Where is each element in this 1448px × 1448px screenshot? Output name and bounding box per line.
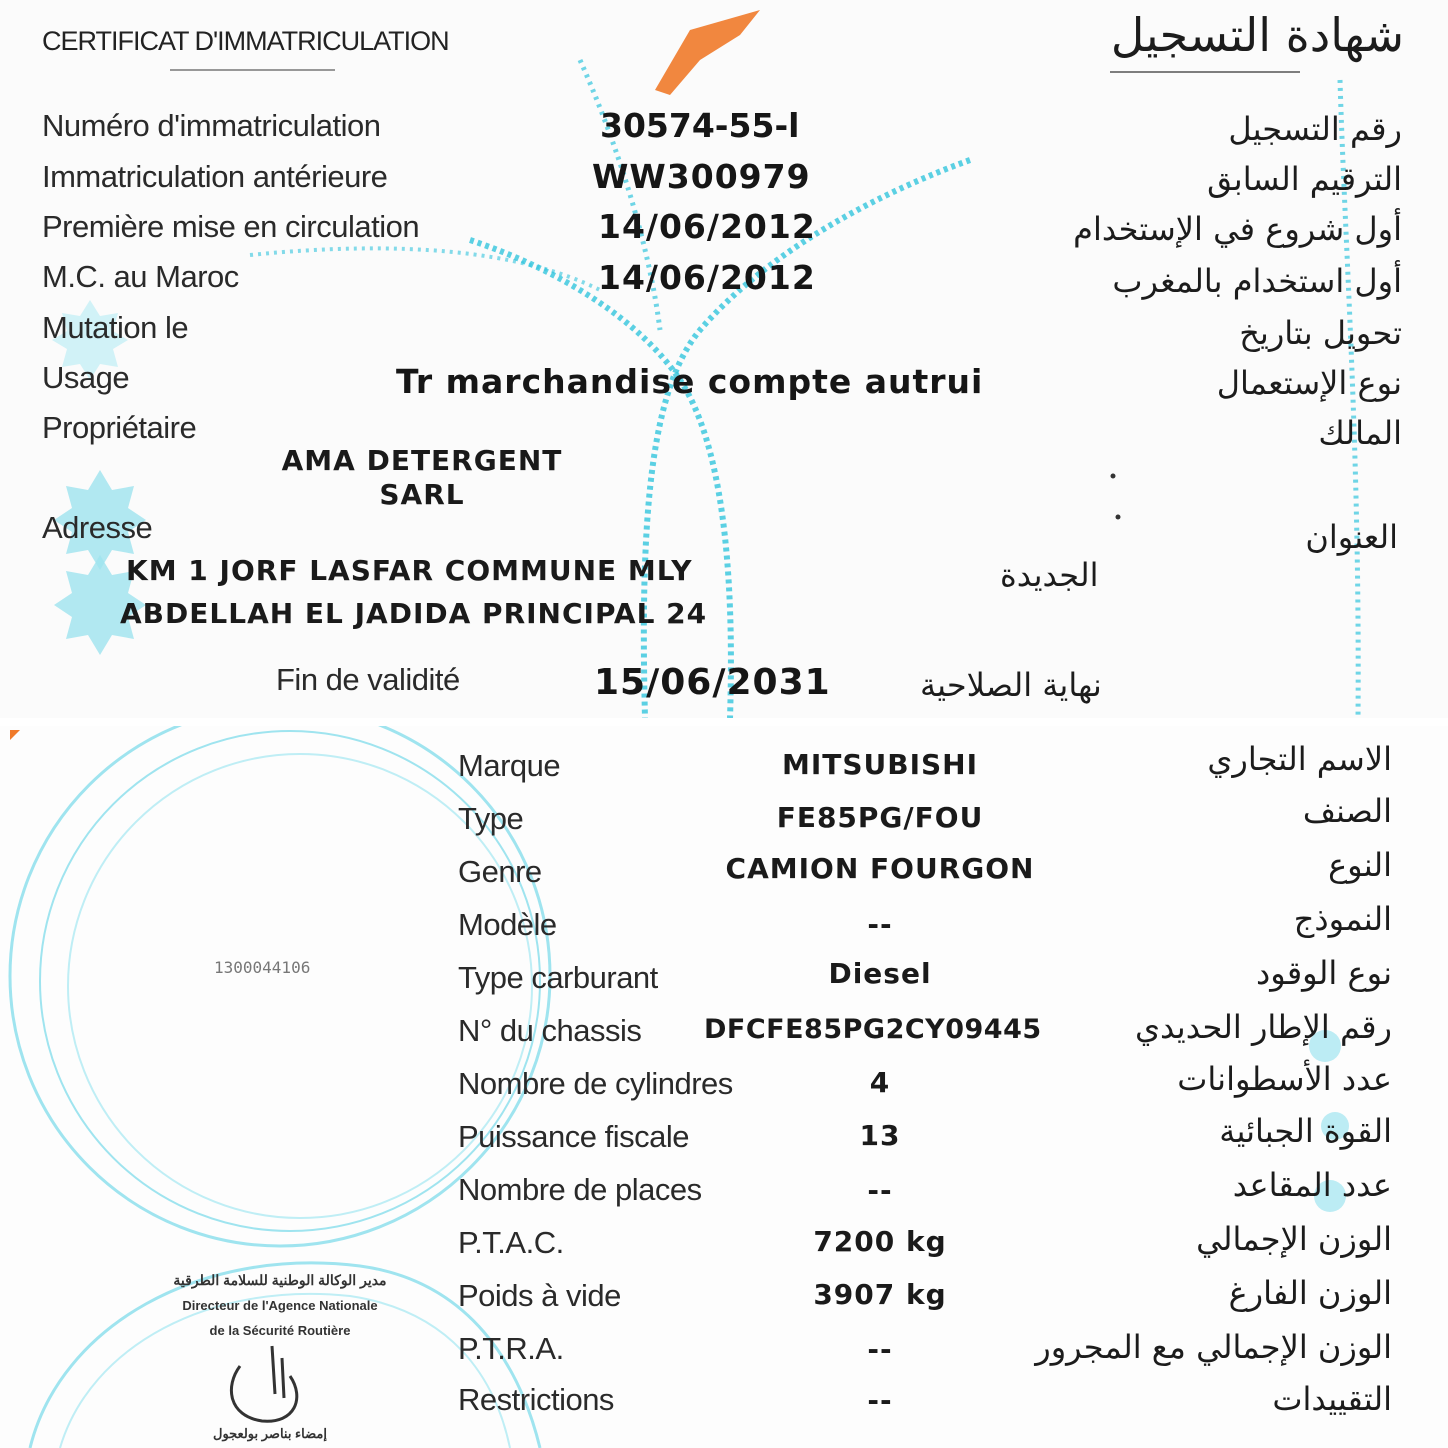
field-label-fr: Type carburant [458,960,658,995]
field-label-fr: Propriétaire [42,410,197,445]
field-label-ar: نوع الوقود [1256,954,1392,992]
certificate-title-ar: شهادة التسجيل [1110,8,1404,62]
field-label-fr: Immatriculation antérieure [42,159,388,194]
field-label-ar: الوزن الإجمالي مع المجرور [1035,1328,1392,1366]
restrictions-value: -- [867,1384,893,1417]
certificate-back [0,726,1448,1448]
owner-name-line1: AMA DETERGENT [281,444,563,477]
flag-mark [655,10,760,95]
model-value: -- [867,908,893,941]
address-label-ar: العنوان [1305,518,1398,556]
address-line2: ABDELLAH EL JADIDA PRINCIPAL 24 [120,597,708,630]
address-label-fr: Adresse [42,510,153,545]
field-label-ar: القوة الجبائية [1219,1112,1392,1150]
stamp-line-fr2: de la Sécurité Routière [209,1323,351,1338]
field-label-fr: Type [458,801,524,836]
document-serial-number: 1300044106 [214,958,311,977]
field-label-fr: Modèle [458,907,557,942]
cylinders-value: 4 [869,1066,891,1099]
field-label-fr: Marque [458,748,561,783]
registration-number-value: 30574-ا-55 [600,106,800,145]
brand-value: MITSUBISHI [781,748,979,781]
genre-value: CAMION FOURGON [725,852,1035,885]
field-label-ar: النموذج [1293,900,1392,938]
field-label-fr: M.C. au Maroc [42,259,239,294]
chassis-value: DFCFE85PG2CY09445 [704,1014,1042,1045]
ptac-value: 7200 kg [813,1225,947,1258]
field-label-ar: أول استخدام بالمغرب [1112,262,1402,300]
field-label-fr: Restrictions [458,1382,614,1417]
field-label-ar: الوزن الفارغ [1228,1274,1392,1312]
field-label-fr: Usage [42,360,130,395]
owner-name-line2: SARL [379,478,465,511]
field-label-ar: الوزن الإجمالي [1196,1220,1392,1258]
empty-weight-value: 3907 kg [813,1278,947,1311]
panel-divider [0,718,1448,726]
fuel-value: Diesel [828,957,932,990]
field-label-fr: P.T.R.A. [458,1331,564,1366]
validity-label-ar: نهاية الصلاحية [920,666,1102,704]
field-label-ar: عدد الأسطوانات [1177,1060,1392,1098]
field-label-fr: Nombre de cylindres [458,1066,733,1101]
field-label-fr: P.T.A.C. [458,1225,564,1260]
field-label-fr: Nombre de places [458,1172,702,1207]
stamp-line-fr1: Directeur de l'Agence Nationale [182,1298,378,1313]
field-label-ar: المالك [1318,414,1402,452]
field-label-fr: Mutation le [42,310,189,345]
certificate-front [0,0,1448,718]
validity-label-fr: Fin de validité [276,662,460,697]
previous-registration-value: WW300979 [592,157,811,196]
stamp-line-ar: مدير الوكالة الوطنية للسلامة الطرقية [173,1272,387,1288]
field-label-fr: Puissance fiscale [458,1119,690,1154]
field-label-ar: رقم الإطار الحديدي [1134,1008,1392,1046]
mc-maroc-value: 14/06/2012 [598,258,816,297]
certificate-title-fr: CERTIFICAT D'IMMATRICULATION [42,26,449,56]
ptra-value: -- [867,1333,893,1366]
seats-value: -- [867,1174,893,1207]
field-label-ar: رقم التسجيل [1228,110,1402,148]
field-label-fr: N° du chassis [458,1013,642,1048]
field-label-ar: التقييدات [1272,1380,1392,1418]
validity-value: 15/06/2031 [594,662,831,703]
field-label-fr: Numéro d'immatriculation [42,108,381,143]
usage-value: Tr marchandise compte autrui [396,362,984,401]
signature-mark [231,1366,296,1421]
field-label-ar: النوع [1328,846,1392,884]
field-label-ar: نوع الإستعمال [1216,364,1402,402]
field-label-ar: عدد المقاعد [1232,1166,1392,1204]
type-value: FE85PG/FOU [776,801,984,834]
field-label-ar: الترقيم السابق [1207,160,1402,198]
address-line1: KM 1 JORF LASFAR COMMUNE MLY [126,554,693,587]
field-label-fr: Poids à vide [458,1278,621,1313]
address-city-ar: الجديدة [1000,556,1099,594]
field-label-fr: Genre [458,854,542,889]
stamp-signatory-ar: إمضاء بناصر بولعجول [213,1426,327,1441]
field-label-ar: أول شروع في الإستخدام [1073,210,1402,248]
field-label-fr: Première mise en circulation [42,209,420,244]
fiscal-power-value: 13 [859,1119,901,1152]
field-label-ar: تحويل بتاريخ [1239,314,1402,352]
field-label-ar: الصنف [1302,792,1392,830]
first-circulation-value: 14/06/2012 [598,207,816,246]
field-label-ar: الاسم التجاري [1207,740,1392,778]
